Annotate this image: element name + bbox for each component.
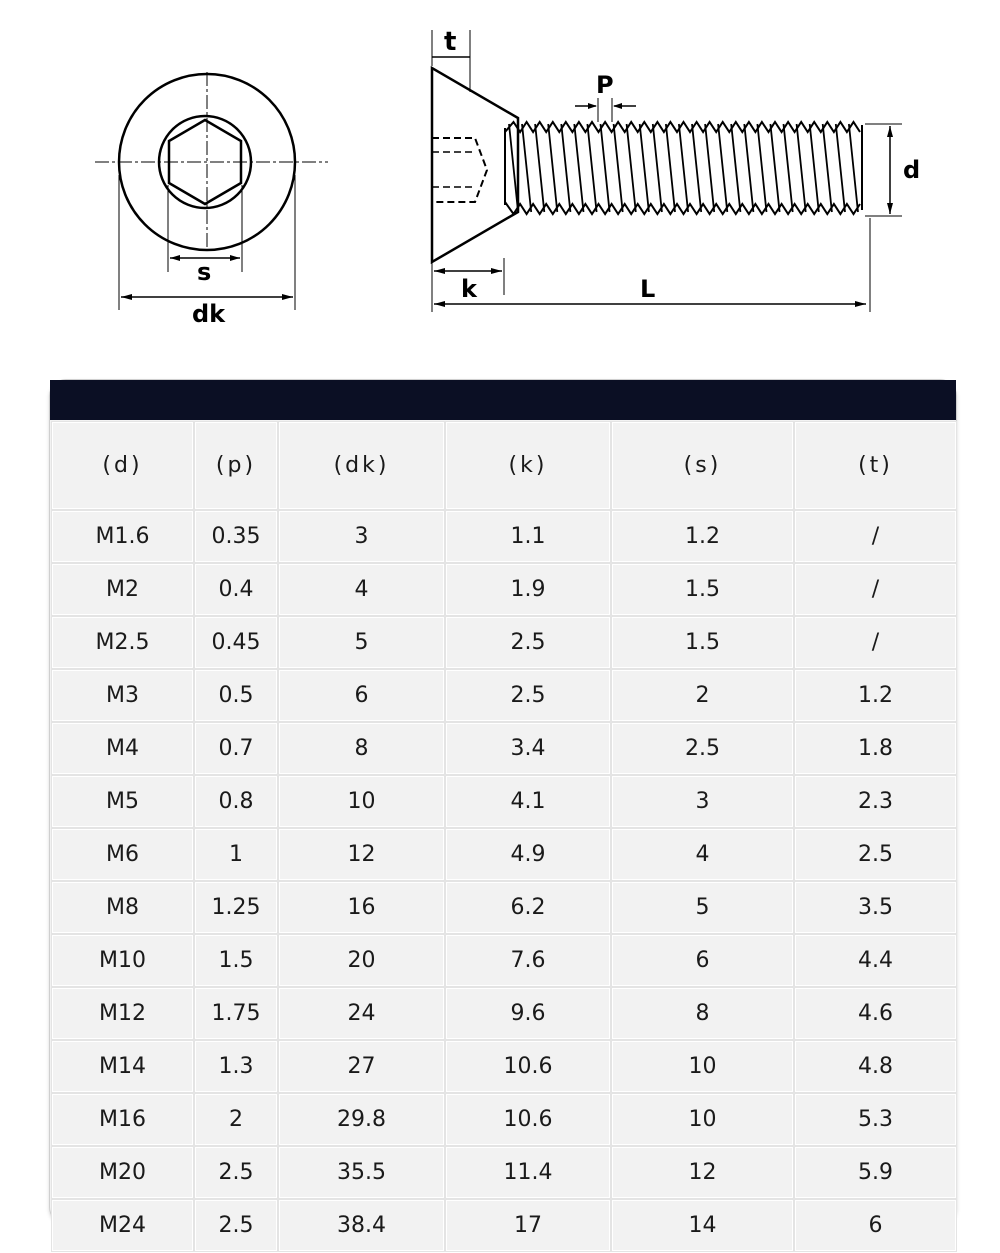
table-cell: 1.8 <box>795 723 956 774</box>
table-cell: 8 <box>279 723 444 774</box>
table-cell: 2.5 <box>446 617 610 668</box>
screw-head-top-view <box>95 72 328 310</box>
table-cell: M14 <box>52 1041 193 1092</box>
table-cell: M2 <box>52 564 193 615</box>
table-cell: 1.9 <box>446 564 610 615</box>
label-d: d <box>903 156 921 184</box>
table-row <box>52 564 956 615</box>
table-cell: / <box>795 564 956 615</box>
label-p: P <box>596 71 614 99</box>
table-header-row <box>52 422 956 509</box>
column-header-k: (k) <box>446 422 610 509</box>
table-cell: M3 <box>52 670 193 721</box>
table-cell: M2.5 <box>52 617 193 668</box>
specification-table <box>50 420 958 1253</box>
table-cell: 3.4 <box>446 723 610 774</box>
table-cell: 3 <box>612 776 793 827</box>
label-t: t <box>444 27 457 57</box>
table-cell: 2 <box>612 670 793 721</box>
table-cell: M20 <box>52 1147 193 1198</box>
table-cell: 2.5 <box>195 1147 277 1198</box>
table-cell: 5 <box>279 617 444 668</box>
table-cell: M1.6 <box>52 511 193 562</box>
table-cell: 1.2 <box>795 670 956 721</box>
table-cell: 10.6 <box>446 1041 610 1092</box>
table-cell: 1.5 <box>195 935 277 986</box>
table-cell: 0.8 <box>195 776 277 827</box>
table-row <box>52 882 956 933</box>
table-cell: 7.6 <box>446 935 610 986</box>
table-cell: 29.8 <box>279 1094 444 1145</box>
table-cell: 4.1 <box>446 776 610 827</box>
table-cell: M5 <box>52 776 193 827</box>
table-cell: 2.5 <box>195 1200 277 1251</box>
table-row <box>52 1041 956 1092</box>
table-row <box>52 935 956 986</box>
table-cell: 0.35 <box>195 511 277 562</box>
table-row <box>52 723 956 774</box>
column-header-dk: (dk) <box>279 422 444 509</box>
table-cell: 2 <box>195 1094 277 1145</box>
table-row <box>52 776 956 827</box>
table-cell: 2.5 <box>446 670 610 721</box>
table-cell: 1.25 <box>195 882 277 933</box>
table-cell: 35.5 <box>279 1147 444 1198</box>
table-cell: 4.8 <box>795 1041 956 1092</box>
table-cell: 5 <box>612 882 793 933</box>
table-cell: 1.5 <box>612 617 793 668</box>
table-cell: M24 <box>52 1200 193 1251</box>
table-cell: 1.2 <box>612 511 793 562</box>
table-cell: M8 <box>52 882 193 933</box>
column-header-d: (d) <box>52 422 193 509</box>
table-cell: 0.4 <box>195 564 277 615</box>
table-row <box>52 988 956 1039</box>
table-cell: 2.5 <box>612 723 793 774</box>
table-cell: / <box>795 617 956 668</box>
table-row <box>52 670 956 721</box>
table-cell: 6 <box>612 935 793 986</box>
table-cell: 6 <box>795 1200 956 1251</box>
table-cell: M10 <box>52 935 193 986</box>
specification-table-card <box>50 380 956 1238</box>
table-cell: 0.45 <box>195 617 277 668</box>
table-header-bar <box>50 380 956 420</box>
table-cell: 8 <box>612 988 793 1039</box>
table-cell: M16 <box>52 1094 193 1145</box>
table-cell: 5.3 <box>795 1094 956 1145</box>
table-cell: 20 <box>279 935 444 986</box>
table-cell: M4 <box>52 723 193 774</box>
table-cell: 16 <box>279 882 444 933</box>
screw-dimension-diagram <box>0 0 1000 360</box>
table-cell: 10 <box>612 1094 793 1145</box>
table-cell: 27 <box>279 1041 444 1092</box>
label-s: s <box>197 258 212 286</box>
table-cell: 3 <box>279 511 444 562</box>
screw-side-view <box>432 30 902 312</box>
table-cell: 1.75 <box>195 988 277 1039</box>
column-header-t: (t) <box>795 422 956 509</box>
table-row <box>52 511 956 562</box>
table-cell: 4 <box>612 829 793 880</box>
table-cell: 10 <box>279 776 444 827</box>
table-cell: 2.5 <box>795 829 956 880</box>
table-cell: 1.1 <box>446 511 610 562</box>
table-cell: 1 <box>195 829 277 880</box>
label-l: L <box>640 275 656 303</box>
table-cell: 9.6 <box>446 988 610 1039</box>
table-cell: 10 <box>612 1041 793 1092</box>
table-cell: 3.5 <box>795 882 956 933</box>
table-cell: 10.6 <box>446 1094 610 1145</box>
table-cell: 1.5 <box>612 564 793 615</box>
table-cell: 17 <box>446 1200 610 1251</box>
table-cell: 6.2 <box>446 882 610 933</box>
column-header-s: (s) <box>612 422 793 509</box>
table-cell: 0.7 <box>195 723 277 774</box>
column-header-p: (p) <box>195 422 277 509</box>
table-row <box>52 829 956 880</box>
table-row <box>52 617 956 668</box>
table-cell: / <box>795 511 956 562</box>
label-k: k <box>461 275 477 303</box>
table-cell: 4.6 <box>795 988 956 1039</box>
table-cell: 14 <box>612 1200 793 1251</box>
table-cell: 5.9 <box>795 1147 956 1198</box>
table-cell: 4 <box>279 564 444 615</box>
table-cell: 4.9 <box>446 829 610 880</box>
table-cell: 24 <box>279 988 444 1039</box>
table-cell: 12 <box>279 829 444 880</box>
table-row <box>52 1147 956 1198</box>
table-row <box>52 1200 956 1251</box>
table-cell: 4.4 <box>795 935 956 986</box>
label-dk: dk <box>192 300 226 328</box>
table-row <box>52 1094 956 1145</box>
table-cell: 38.4 <box>279 1200 444 1251</box>
table-cell: 0.5 <box>195 670 277 721</box>
table-cell: 11.4 <box>446 1147 610 1198</box>
table-cell: 1.3 <box>195 1041 277 1092</box>
table-cell: 12 <box>612 1147 793 1198</box>
table-cell: M12 <box>52 988 193 1039</box>
table-cell: 2.3 <box>795 776 956 827</box>
table-cell: M6 <box>52 829 193 880</box>
table-cell: 6 <box>279 670 444 721</box>
